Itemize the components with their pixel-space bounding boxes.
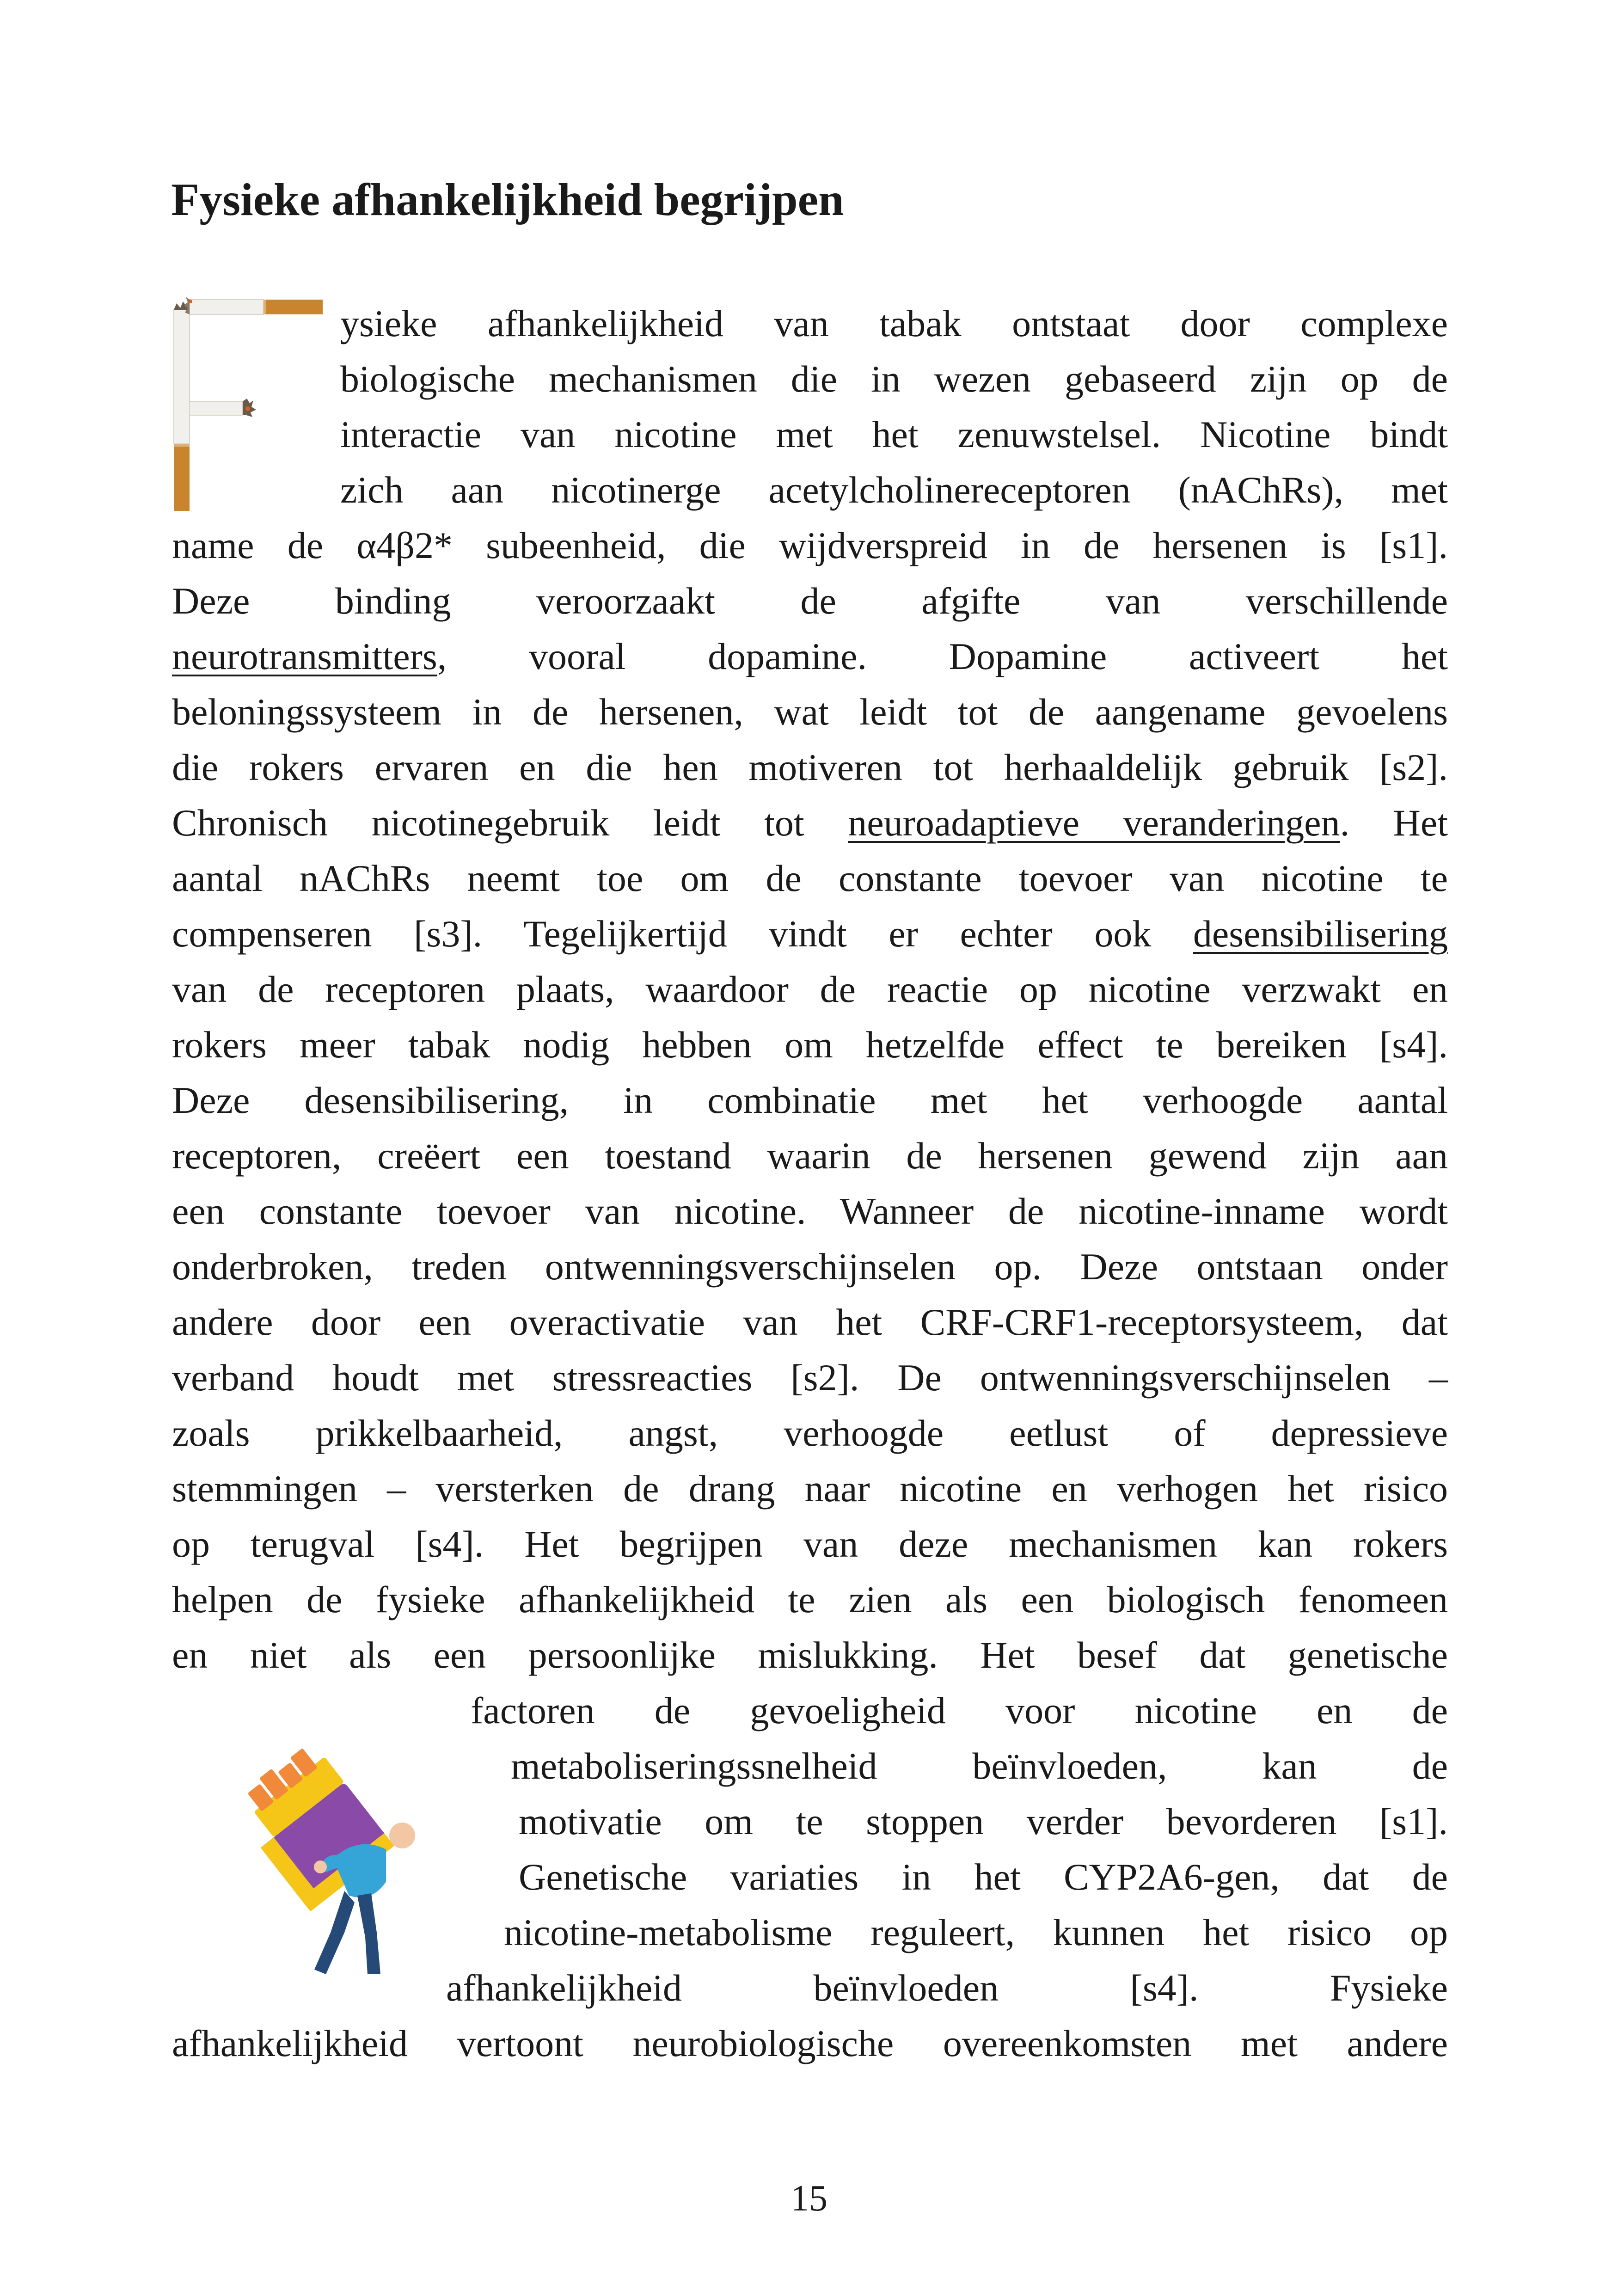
text-run: aantal nAChRs neemt toe om de constante toevoer van nicotine te — [172, 857, 1448, 899]
text-run: receptoren, creëert een toestand waarin de hersenen gewend zijn aan — [172, 1135, 1448, 1177]
text-line — [172, 851, 1448, 906]
text-run: , vooral dopamine. Dopamine activeert het — [437, 635, 1448, 677]
text-line — [172, 906, 1448, 962]
text-line — [340, 407, 1448, 462]
text-line — [172, 1239, 1448, 1295]
text-line — [446, 1960, 1448, 2016]
text-run: van de receptoren plaats, waardoor de reactie op nicotine verzwakt en — [172, 968, 1448, 1010]
underlined-term: neuroadaptieve veranderingen — [848, 802, 1340, 844]
text-run: stemmingen – versterken de drang naar nicotine en verhogen het risico — [172, 1467, 1448, 1510]
text-line — [519, 1849, 1448, 1905]
text-run: helpen de fysieke afhankelijkheid te zien als een biologisch fenomeen — [172, 1578, 1448, 1621]
underlined-term: neurotransmitters — [172, 635, 437, 677]
person-carrying-cigarette-pack-icon — [233, 1743, 423, 1983]
text-run: motivatie om te stoppen verder bevorderen [s1]. — [519, 1800, 1448, 1842]
page-title: Fysieke afhankelijkheid begrijpen — [171, 174, 844, 225]
text-line — [172, 1350, 1448, 1406]
text-run: een constante toevoer van nicotine. Wanneer de nicotine-inname wordt — [172, 1190, 1448, 1232]
text-run: rokers meer tabak nodig hebben om hetzelfde effect te bereiken [s4]. — [172, 1024, 1448, 1066]
cigarette-top-bar — [184, 297, 323, 314]
text-run: compenseren [s3]. Tegelijkertijd vindt er echter ook — [172, 913, 1193, 955]
text-run: factoren de gevoeligheid voor nicotine en de — [471, 1689, 1448, 1731]
text-line — [172, 740, 1448, 795]
text-run: . Het — [1340, 802, 1448, 844]
text-line — [340, 296, 1448, 351]
text-line — [172, 684, 1448, 740]
cigarette-letter-f-icon — [170, 296, 327, 518]
text-line — [172, 1184, 1448, 1239]
text-line — [172, 1406, 1448, 1461]
text-run: verband houdt met stressreacties [s2]. De ontwenningsverschijnselen – — [172, 1357, 1448, 1399]
text-run: die rokers ervaren en die hen motiveren tot herhaaldelijk gebruik [s2]. — [172, 746, 1448, 788]
text-line — [471, 1683, 1448, 1738]
text-run: beloningssysteem in de hersenen, wat leidt tot de aangename gevoelens — [172, 691, 1448, 733]
underlined-term: desensibilisering — [1193, 913, 1448, 955]
text-line — [172, 1516, 1448, 1572]
text-line — [172, 1572, 1448, 1627]
text-run: Chronisch nicotinegebruik leidt tot — [172, 802, 848, 844]
text-line — [172, 1295, 1448, 1350]
text-line — [504, 1905, 1448, 1960]
text-run: op terugval [s4]. Het begrijpen van deze mechanismen kan rokers — [172, 1523, 1448, 1565]
text-line — [172, 629, 1448, 684]
text-run: zich aan nicotinerge acetylcholinereceptoren (nAChRs), met — [340, 469, 1448, 511]
text-run: afhankelijkheid vertoont neurobiologische overeenkomsten met andere — [172, 2022, 1448, 2064]
text-line — [340, 462, 1448, 518]
text-line — [340, 351, 1448, 407]
text-run: en niet als een persoonlijke mislukking. Het besef dat genetische — [172, 1634, 1448, 1676]
text-line — [172, 962, 1448, 1017]
text-line — [172, 1073, 1448, 1128]
text-run: interactie van nicotine met het zenuwstelsel. Nicotine bindt — [340, 413, 1448, 455]
text-run: biologische mechanismen die in wezen gebaseerd zijn op de — [340, 358, 1448, 400]
text-run: onderbroken, treden ontwenningsverschijnselen op. Deze ontstaan onder — [172, 1246, 1448, 1288]
text-run: nicotine-metabolisme reguleert, kunnen het risico op — [504, 1911, 1448, 1953]
text-run: Genetische variaties in het CYP2A6-gen, dat de — [519, 1856, 1448, 1898]
text-run: afhankelijkheid beïnvloeden [s4]. Fysieke — [446, 1967, 1448, 2009]
text-line — [172, 518, 1448, 573]
text-line — [172, 2016, 1448, 2071]
text-run: metaboliseringssnelheid beïnvloeden, kan de — [511, 1745, 1448, 1787]
text-line — [172, 1128, 1448, 1184]
text-line — [172, 795, 1448, 851]
text-line — [172, 573, 1448, 629]
text-line — [172, 1461, 1448, 1516]
text-run: Deze binding veroorzaakt de afgifte van verschillende — [172, 580, 1448, 622]
text-line — [511, 1738, 1448, 1794]
text-run: name de α4β2* subeenheid, die wijdverspreid in de hersenen is [s1]. — [172, 524, 1448, 566]
text-run: ysieke afhankelijkheid van tabak ontstaat door complexe — [340, 302, 1448, 344]
text-run: andere door een overactivatie van het CRF-CRF1-receptorsysteem, dat — [172, 1301, 1448, 1343]
cigarette-middle-bar — [190, 399, 256, 417]
text-run: Deze desensibilisering, in combinatie met het verhoogde aantal — [172, 1079, 1448, 1121]
text-line — [519, 1794, 1448, 1849]
cigarette-stem — [174, 301, 190, 511]
page-number: 15 — [791, 2178, 827, 2219]
text-run: zoals prikkelbaarheid, angst, verhoogde eetlust of depressieve — [172, 1412, 1448, 1454]
text-line — [172, 1627, 1448, 1683]
text-line — [172, 1017, 1448, 1073]
